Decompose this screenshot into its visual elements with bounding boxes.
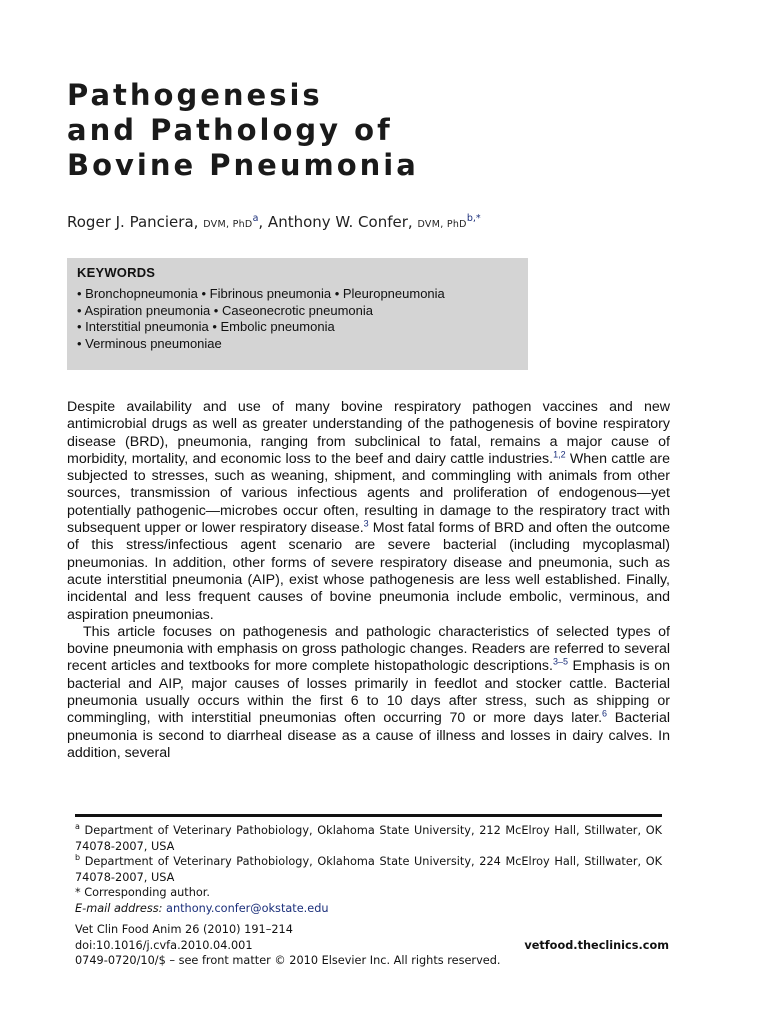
p1-text-a: Despite availability and use of many bovine respiratory pathogen vaccines and new antimicrobial drugs as well as greater understanding of the pathogenesis of bovine respiratory disease (BRD), pneumonia, ranging from subclinical to fatal, remains a major cause of morbidity, mortality, and economic loss to the beef and dairy cattle industries. <box>67 399 670 467</box>
footnote-divider <box>75 814 662 817</box>
footnotes <box>75 823 662 916</box>
footnote-a-mark: a <box>75 822 80 832</box>
footnote-b-mark: b <box>75 853 81 863</box>
keyword-line-2: • Aspiration pneumonia • Caseonecrotic pneumonia <box>77 302 374 318</box>
author-1-affiliation-mark[interactable]: a <box>252 213 259 224</box>
copyright: 0749-0720/10/$ – see front matter © 2010 Elsevier Inc. All rights reserved. <box>75 954 501 967</box>
p2-text-b: Emphasis is on bacterial and AIP, major causes of losses primarily in feedlot and stocker cattle. Bacterial pneumonia usually occurs within the first 6 to 10 days after stress, such as shipping or commingling, with interstitial pneumonias often occurring 70 or more days later. <box>67 658 670 727</box>
footnote-b <box>75 854 662 885</box>
keyword-line-1: • Bronchopneumonia • Fibrinous pneumonia • Pleuropneumonia <box>77 286 445 301</box>
reference-link-3[interactable]: 3 <box>363 518 369 529</box>
citation-row <box>75 922 669 938</box>
email-link[interactable]: anthony.confer@okstate.edu <box>166 901 329 915</box>
publication-meta <box>75 922 669 969</box>
keyword-line-3: • Interstitial pneumonia • Embolic pneumonia <box>77 319 335 334</box>
p2-text-c: Bacterial pneumonia is second to diarrheal disease as a cause of illness and losses in dairy calves. In addition, several <box>67 710 670 761</box>
doi-row <box>75 938 669 954</box>
p1-text-b: When cattle are subjected to stresses, such as weaning, shipment, and commingling with animals from other sources, transmission of various infectious agents and proliferation of endogenous—yet potentially pathogenic—microbes occur often, resulting in damage to the respiratory tract with subsequent upper or lower respiratory disease. <box>67 450 670 537</box>
copyright-row <box>75 953 669 969</box>
title-line-2: and Pathology of <box>67 113 393 147</box>
author-line <box>67 213 687 231</box>
journal-website[interactable]: vetfood.theclinics.com <box>524 938 669 952</box>
reference-link-1-2[interactable]: 1,2 <box>553 449 566 460</box>
article-body <box>67 399 670 762</box>
author-2-degrees: DVM, PhD <box>417 219 467 230</box>
title-line-3: Bovine Pneumonia <box>67 148 419 182</box>
email-line <box>75 901 662 917</box>
author-2-name: , Anthony W. Confer, <box>258 213 413 231</box>
keyword-line-4: • Verminous pneumoniae <box>77 335 222 351</box>
footnote-b-text: Department of Veterinary Pathobiology, Oklahoma State University, 224 McElroy Hall, Stillwater, OK 74078-2007, USA <box>75 855 662 884</box>
reference-link-6[interactable]: 6 <box>602 708 608 719</box>
article-title <box>67 78 667 183</box>
footnote-a <box>75 823 662 854</box>
p1-text-c: Most fatal forms of BRD and often the outcome of this stress/infectious agent scenario are severe bacterial (including mycoplasmal) pneumonias. In addition, other forms of severe respiratory disease and pneumonia, such as acute interstitial pneumonia (AIP), exist whose pathogenesis are less well established. Finally, incidental and less frequent causes of bovine pneumonia include embolic, verminous, and aspiration pneumonias. <box>67 520 670 623</box>
author-1-degrees: DVM, PhD <box>203 219 253 230</box>
footnote-a-text: Department of Veterinary Pathobiology, Oklahoma State University, 212 McElroy Hall, Stillwater, OK 74078-2007, USA <box>75 824 662 853</box>
author-1-name: Roger J. Panciera, <box>67 213 199 231</box>
reference-link-3-5[interactable]: 3–5 <box>552 656 568 667</box>
doi[interactable]: doi:10.1016/j.cvfa.2010.04.001 <box>75 938 253 952</box>
keywords-box <box>67 258 528 370</box>
title-line-1: Pathogenesis <box>67 78 323 112</box>
email-label: E-mail address: <box>75 901 163 915</box>
body-paragraph-2 <box>67 624 670 762</box>
corresponding-author-note: * Corresponding author. <box>75 886 210 899</box>
journal-citation: Vet Clin Food Anim 26 (2010) 191–214 <box>75 923 293 936</box>
p2-text-a: This article focuses on pathogenesis and pathologic characteristics of selected types of bovine pneumonia with emphasis on gross pathologic changes. Readers are referred to several recent articles and textbooks for more complete histopathologic descriptions. <box>67 623 670 675</box>
author-2-affiliation-mark[interactable]: b,* <box>466 213 481 224</box>
body-paragraph-1 <box>67 399 670 624</box>
keywords-heading: KEYWORDS <box>77 265 156 280</box>
